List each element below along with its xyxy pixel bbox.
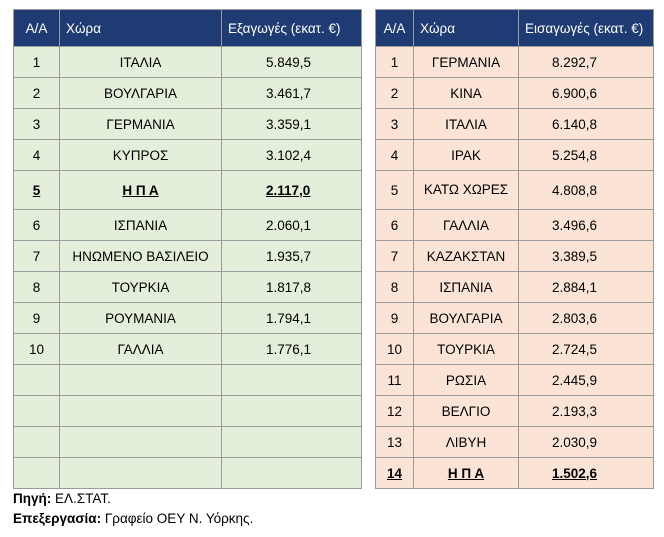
country-cell: Η Π Α (414, 458, 519, 489)
table-row (14, 47, 362, 78)
country-cell: ΙΤΑΛΙΑ (414, 109, 519, 140)
table-row (376, 396, 654, 427)
imports-table (375, 9, 654, 489)
country-cell: ΤΟΥΡΚΙΑ (414, 334, 519, 365)
processing-value: Γραφείο ΟΕΥ Ν. Υόρκης. (101, 511, 254, 526)
rank-cell: 7 (376, 241, 414, 272)
country-cell: ΙΣΠΑΝΙΑ (60, 210, 222, 241)
value-cell: 5.849,5 (222, 47, 362, 78)
rank-cell: 9 (14, 303, 60, 334)
rank-cell: 11 (376, 365, 414, 396)
empty-row (14, 396, 362, 427)
table-row (14, 109, 362, 140)
exports-table (13, 9, 362, 489)
value-cell: 2.060,1 (222, 210, 362, 241)
processing-label: Επεξεργασία: (13, 511, 102, 526)
country-cell: ΡΩΣΙΑ (414, 365, 519, 396)
country-cell: ΚΙΝΑ (414, 78, 519, 109)
value-cell: 5.254,8 (519, 140, 654, 171)
imports-header-country: Χώρα (414, 10, 519, 47)
rank-cell: 5 (14, 171, 60, 210)
country-cell: ΒΟΥΛΓΑΡΙΑ (414, 303, 519, 334)
value-cell: 2.445,9 (519, 365, 654, 396)
imports-header-row (376, 10, 654, 47)
source-value: ΕΛ.ΣΤΑΤ. (51, 491, 111, 506)
country-cell: ΚΥΠΡΟΣ (60, 140, 222, 171)
country-cell: ΓΑΛΛΙΑ (60, 334, 222, 365)
empty-cell (60, 365, 222, 396)
table-row (376, 210, 654, 241)
source-note (13, 491, 111, 506)
imports-header-value: Εισαγωγές (εκατ. €) (519, 10, 654, 47)
value-cell: 3.496,6 (519, 210, 654, 241)
rank-cell: 6 (376, 210, 414, 241)
table-row (14, 78, 362, 109)
country-cell: ΙΣΠΑΝΙΑ (414, 272, 519, 303)
empty-cell (60, 396, 222, 427)
exports-header-country: Χώρα (60, 10, 222, 47)
table-row (14, 303, 362, 334)
table-row-highlighted (14, 171, 362, 210)
rank-cell: 3 (376, 109, 414, 140)
rank-cell: 8 (376, 272, 414, 303)
country-cell: ΙΡΑΚ (414, 140, 519, 171)
rank-cell: 4 (376, 140, 414, 171)
table-row (376, 334, 654, 365)
rank-cell: 1 (14, 47, 60, 78)
empty-cell (222, 427, 362, 458)
rank-cell: 13 (376, 427, 414, 458)
source-label: Πηγή: (13, 491, 52, 506)
rank-cell: 2 (14, 78, 60, 109)
value-cell: 1.817,8 (222, 272, 362, 303)
country-cell: ΗΝΩΜΕΝΟ ΒΑΣΙΛΕΙΟ (60, 241, 222, 272)
exports-header-value: Εξαγωγές (εκατ. €) (222, 10, 362, 47)
empty-cell (222, 365, 362, 396)
country-cell: ΚΑΤΩ ΧΩΡΕΣ (414, 171, 519, 210)
empty-cell (14, 458, 60, 489)
country-cell: ΒΟΥΛΓΑΡΙΑ (60, 78, 222, 109)
rank-cell: 12 (376, 396, 414, 427)
value-cell: 2.884,1 (519, 272, 654, 303)
rank-cell: 5 (376, 171, 414, 210)
value-cell: 2.193,3 (519, 396, 654, 427)
value-cell: 1.794,1 (222, 303, 362, 334)
value-cell: 2.030,9 (519, 427, 654, 458)
table-row (376, 303, 654, 334)
country-cell: ΤΟΥΡΚΙΑ (60, 272, 222, 303)
country-cell: ΓΕΡΜΑΝΙΑ (60, 109, 222, 140)
country-cell: ΓΑΛΛΙΑ (414, 210, 519, 241)
table-row-highlighted (376, 458, 654, 489)
value-cell: 2.803,6 (519, 303, 654, 334)
value-cell: 4.808,8 (519, 171, 654, 210)
value-cell: 2.117,0 (222, 171, 362, 210)
table-row (14, 334, 362, 365)
table-row (376, 365, 654, 396)
value-cell: 3.102,4 (222, 140, 362, 171)
rank-cell: 7 (14, 241, 60, 272)
table-row (376, 78, 654, 109)
country-cell: ΛΙΒΥΗ (414, 427, 519, 458)
value-cell: 1.776,1 (222, 334, 362, 365)
value-cell: 1.502,6 (519, 458, 654, 489)
country-cell: ΙΤΑΛΙΑ (60, 47, 222, 78)
exports-header-index: Α/Α (14, 10, 60, 47)
empty-cell (222, 458, 362, 489)
country-cell: ΡΟΥΜΑΝΙΑ (60, 303, 222, 334)
country-cell: ΚΑΖΑΚΣΤΑΝ (414, 241, 519, 272)
value-cell: 3.389,5 (519, 241, 654, 272)
empty-cell (14, 396, 60, 427)
empty-cell (60, 427, 222, 458)
table-row (376, 109, 654, 140)
value-cell: 3.461,7 (222, 78, 362, 109)
value-cell: 3.359,1 (222, 109, 362, 140)
table-row (14, 140, 362, 171)
value-cell: 6.140,8 (519, 109, 654, 140)
value-cell: 1.935,7 (222, 241, 362, 272)
table-row (376, 171, 654, 210)
rank-cell: 10 (376, 334, 414, 365)
empty-cell (14, 427, 60, 458)
table-row (14, 241, 362, 272)
processing-note (13, 511, 253, 526)
rank-cell: 1 (376, 47, 414, 78)
table-row (376, 140, 654, 171)
table-row (14, 272, 362, 303)
rank-cell: 14 (376, 458, 414, 489)
empty-cell (222, 396, 362, 427)
country-cell: ΓΕΡΜΑΝΙΑ (414, 47, 519, 78)
table-row (14, 210, 362, 241)
empty-row (14, 365, 362, 396)
empty-row (14, 427, 362, 458)
empty-cell (60, 458, 222, 489)
value-cell: 2.724,5 (519, 334, 654, 365)
rank-cell: 3 (14, 109, 60, 140)
exports-header-row (14, 10, 362, 47)
empty-row (14, 458, 362, 489)
table-row (376, 272, 654, 303)
rank-cell: 6 (14, 210, 60, 241)
value-cell: 6.900,6 (519, 78, 654, 109)
rank-cell: 4 (14, 140, 60, 171)
table-row (376, 427, 654, 458)
country-cell: Η Π Α (60, 171, 222, 210)
empty-cell (14, 365, 60, 396)
rank-cell: 2 (376, 78, 414, 109)
table-row (376, 241, 654, 272)
rank-cell: 8 (14, 272, 60, 303)
imports-header-index: Α/Α (376, 10, 414, 47)
value-cell: 8.292,7 (519, 47, 654, 78)
country-cell: ΒΕΛΓΙΟ (414, 396, 519, 427)
table-row (376, 47, 654, 78)
rank-cell: 10 (14, 334, 60, 365)
rank-cell: 9 (376, 303, 414, 334)
